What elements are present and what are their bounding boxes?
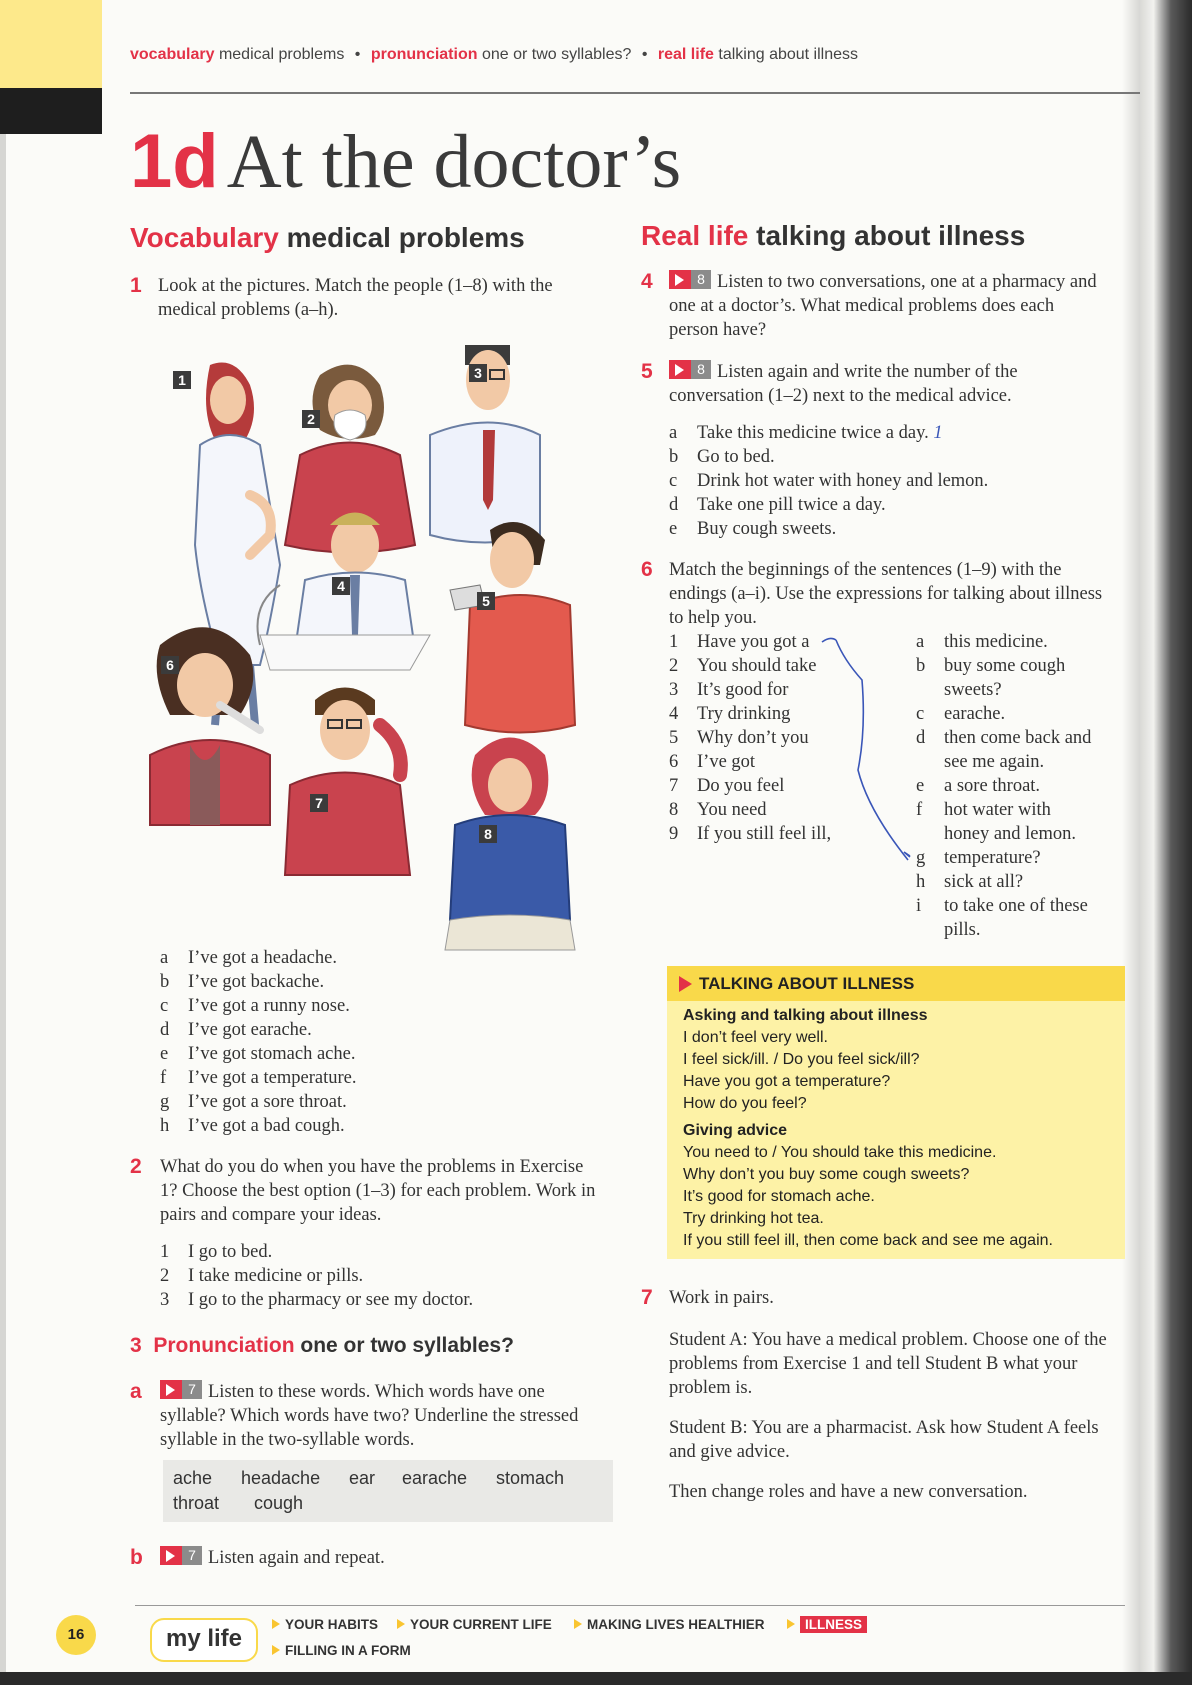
picture-label: 6 [161, 656, 179, 674]
item-letter: a [669, 423, 678, 443]
my-life-link[interactable] [397, 1617, 552, 1632]
list-item [669, 726, 831, 750]
item-text: Go to bed. [697, 447, 775, 467]
exercise-number: 7 [641, 1286, 653, 1309]
item-text: sweets? [944, 680, 1002, 700]
exercise-number: 3 [130, 1334, 142, 1357]
item-text: I’ve got earache. [188, 1020, 312, 1040]
item-text: Take this medicine twice a day. [697, 423, 929, 443]
list-item [669, 469, 988, 493]
item-letter: d [160, 1020, 170, 1040]
item-number: 7 [669, 776, 679, 796]
header-key-vocabulary: vocabulary [130, 46, 215, 63]
item-letter: c [669, 471, 678, 491]
item-number: 5 [669, 728, 679, 748]
exercise-number: 6 [641, 558, 653, 581]
heading-key: Pronunciation [153, 1334, 295, 1357]
list-item [916, 630, 1091, 654]
pronunciation-b-instruction [160, 1546, 600, 1570]
figure-bad-cough [450, 522, 575, 733]
list-item [669, 774, 831, 798]
sentence-beginnings [669, 630, 831, 846]
page-number: 16 [56, 1615, 96, 1655]
item-text: to take one of these [944, 896, 1088, 916]
item-text: I’ve got backache. [188, 972, 325, 992]
exercise-7-intro: Work in pairs. [669, 1288, 774, 1308]
item-text: If you still feel ill, [697, 824, 832, 844]
list-item [916, 726, 1091, 750]
item-text: then come back and [944, 728, 1092, 748]
my-life-link[interactable] [574, 1617, 765, 1632]
header-text-real-life: talking about illness [718, 46, 859, 63]
box-line: I don’t feel very well. [683, 1029, 828, 1046]
item-text: temperature? [944, 848, 1041, 868]
advice-list [669, 421, 988, 541]
picture-label: 2 [302, 410, 320, 428]
picture-label: 5 [477, 592, 495, 610]
exercise-6-instruction: Match the beginnings of the sentences (1–9) with the endings (a–i). Use the expressions for talking about illness to help you. [669, 560, 1103, 628]
item-text: I’ve got a bad cough. [188, 1116, 345, 1136]
list-item [916, 798, 1091, 822]
student-b-text: Student B: You are a pharmacist. Ask how Student A feels and give advice. [669, 1418, 1099, 1462]
my-life-link-active[interactable] [787, 1617, 867, 1632]
box-line: If you still feel ill, then come back and see me again. [683, 1232, 1053, 1249]
list-item-continued [916, 750, 1091, 774]
list-item [916, 774, 1091, 798]
item-text: It’s good for [697, 680, 789, 700]
item-number: 9 [669, 824, 679, 844]
heading-text: one or two syllables? [300, 1334, 514, 1357]
play-triangle-icon [679, 976, 692, 992]
lesson-title: At the doctor’s [226, 120, 682, 204]
left-page-edge [0, 134, 6, 1685]
instruction-text: Listen again and write the number of the conversation (1–2) next to the medical advice. [669, 362, 1018, 406]
page-title [130, 118, 681, 206]
list-item [916, 894, 1091, 918]
item-text: You need [697, 800, 767, 820]
item-letter: g [916, 848, 926, 868]
box-line: I feel sick/ill. / Do you feel sick/ill? [683, 1051, 920, 1068]
part-label: b [130, 1546, 143, 1569]
picture-label: 3 [469, 364, 487, 382]
item-text: honey and lemon. [944, 824, 1077, 844]
list-item [160, 946, 356, 970]
student-a-text: Student A: You have a medical problem. Choose one of the problems from Exercise 1 and tell Student B what your problem is. [669, 1330, 1107, 1398]
item-letter: i [916, 896, 922, 916]
item-text: hot water with [944, 800, 1051, 820]
box-line: Why don’t you buy some cough sweets? [683, 1166, 970, 1183]
item-text: Try drinking [697, 704, 791, 724]
item-letter: b [160, 972, 170, 992]
item-text: this medicine. [944, 632, 1048, 652]
list-item [669, 822, 831, 846]
exercise-4-instruction [669, 270, 1099, 342]
word: cough [254, 1493, 304, 1513]
list-item [669, 798, 831, 822]
box-line: How do you feel? [683, 1095, 807, 1112]
lesson-number: 1d [130, 119, 219, 204]
item-number: 6 [669, 752, 679, 772]
audio-track-icon[interactable] [160, 1546, 202, 1565]
pronunciation-a-instruction [160, 1380, 600, 1452]
list-item [669, 630, 831, 654]
box-line: You need to / You should take this medicine. [683, 1144, 997, 1161]
item-letter: g [160, 1092, 170, 1112]
item-letter: h [160, 1116, 170, 1136]
track-number: 8 [691, 270, 711, 289]
footer-rule [135, 1605, 1125, 1606]
item-text: I take medicine or pills. [188, 1266, 364, 1286]
word: ache [173, 1468, 213, 1488]
pronunciation-heading [130, 1334, 514, 1358]
box-header [667, 966, 1125, 1001]
item-number: 3 [160, 1290, 170, 1310]
item-text: earache. [944, 704, 1006, 724]
audio-track-icon[interactable] [160, 1380, 202, 1399]
header-text-vocabulary: medical problems [218, 46, 345, 63]
item-text: sick at all? [944, 872, 1024, 892]
item-text: I’ve got stomach ache. [188, 1044, 356, 1064]
list-item [160, 970, 356, 994]
list-item [160, 1240, 473, 1264]
item-number: 1 [669, 632, 679, 652]
list-item [916, 702, 1091, 726]
heading-text: medical problems [286, 222, 525, 253]
word: ear [349, 1468, 376, 1488]
handwritten-matching-line [820, 633, 920, 873]
header-rule [130, 92, 1140, 94]
list-item-continued [916, 822, 1091, 846]
word: headache [241, 1468, 321, 1488]
unit-header-bar [130, 46, 858, 64]
box-line: Try drinking hot tea. [683, 1210, 824, 1227]
box-title: TALKING ABOUT ILLNESS [699, 974, 915, 993]
picture-label: 8 [479, 825, 497, 843]
item-number: 3 [669, 680, 679, 700]
exercise-number: 4 [641, 270, 653, 293]
list-item [669, 678, 831, 702]
picture-label: 7 [310, 794, 328, 812]
item-text: Why don’t you [697, 728, 809, 748]
item-letter: e [160, 1044, 169, 1064]
item-number: 2 [669, 656, 679, 676]
my-life-link[interactable] [272, 1643, 411, 1658]
header-text-pronunciation: one or two syllables? [481, 46, 632, 63]
corner-tab-yellow [0, 0, 102, 92]
link-label: FILLING IN A FORM [285, 1643, 411, 1658]
figure-earache [285, 688, 410, 876]
box-subheading: Asking and talking about illness [683, 1007, 928, 1024]
list-item [669, 750, 831, 774]
list-item [669, 517, 988, 541]
list-item [669, 445, 988, 469]
my-life-link[interactable] [272, 1617, 378, 1632]
track-number: 8 [691, 360, 711, 379]
figure-stomach-ache [445, 738, 575, 951]
vocabulary-heading [130, 222, 525, 254]
item-letter: d [916, 728, 926, 748]
corner-tab-black [0, 88, 102, 134]
item-number: 4 [669, 704, 679, 724]
handwritten-answer: 1 [933, 423, 943, 443]
item-letter: a [160, 948, 169, 968]
link-label: YOUR CURRENT LIFE [410, 1617, 552, 1632]
item-text: Buy cough sweets. [697, 519, 837, 539]
heading-key: Real life [641, 220, 749, 251]
problems-list [160, 946, 356, 1138]
item-letter: f [160, 1068, 167, 1088]
link-label: YOUR HABITS [285, 1617, 379, 1632]
list-item [669, 421, 988, 445]
instruction-text: Listen to these words. Which words have one syllable? Which words have two? Underline the stressed syllable in the two-syllable words. [160, 1382, 579, 1450]
item-text: You should take [697, 656, 817, 676]
item-text: I go to bed. [188, 1242, 273, 1262]
list-item [160, 1042, 356, 1066]
list-item [916, 870, 1091, 894]
options-list [160, 1240, 473, 1312]
item-letter: c [160, 996, 169, 1016]
item-number: 2 [160, 1266, 170, 1286]
exercise-number: 2 [130, 1155, 142, 1178]
instruction-text: Listen to two conversations, one at a pharmacy and one at a doctor’s. What medical problems does each person have? [669, 272, 1097, 340]
header-key-real-life: real life [657, 46, 714, 63]
word: throat [173, 1493, 220, 1513]
exercise-5-instruction [669, 360, 1099, 408]
exercise-2-instruction: What do you do when you have the problems in Exercise 1? Choose the best option (1–3) for each problem. Work in pairs and compare your ideas. [160, 1157, 596, 1225]
word: earache [402, 1468, 468, 1488]
link-label: ILLNESS [800, 1616, 867, 1633]
item-text: a sore throat. [944, 776, 1041, 796]
item-text: I’ve got [697, 752, 756, 772]
sentence-endings [916, 630, 1091, 942]
list-item [669, 654, 831, 678]
bottom-page-edge [0, 1672, 1192, 1685]
item-letter: d [669, 495, 679, 515]
exercise-number: 1 [130, 274, 142, 297]
word: stomach [496, 1468, 565, 1488]
item-number: 8 [669, 800, 679, 820]
instruction-text: Listen again and repeat. [208, 1548, 385, 1568]
my-life-badge: my life [150, 1618, 258, 1662]
list-item [160, 1090, 356, 1114]
picture-label: 1 [173, 371, 191, 389]
part-label: a [130, 1380, 142, 1403]
list-item [669, 493, 988, 517]
item-letter: e [916, 776, 925, 796]
item-letter: a [916, 632, 925, 652]
list-item [160, 1264, 473, 1288]
header-key-pronunciation: pronunciation [370, 46, 478, 63]
box-subheading: Giving advice [683, 1122, 788, 1139]
item-letter: e [669, 519, 678, 539]
exercise-7-outro: Then change roles and have a new conversation. [669, 1482, 1028, 1502]
heading-key: Vocabulary [130, 222, 279, 253]
item-text: Have you got a [697, 632, 810, 652]
talking-about-illness-box [667, 966, 1125, 1259]
list-item [160, 1288, 473, 1312]
word-box [163, 1460, 613, 1522]
item-letter: b [669, 447, 679, 467]
item-text: pills. [944, 920, 981, 940]
item-text: I’ve got a temperature. [188, 1068, 357, 1088]
exercise-number: 5 [641, 360, 653, 383]
item-number: 1 [160, 1242, 170, 1262]
track-number: 7 [182, 1546, 202, 1565]
item-letter: c [916, 704, 925, 724]
list-item [916, 846, 1091, 870]
item-text: Take one pill twice a day. [697, 495, 886, 515]
item-letter: b [916, 656, 926, 676]
box-line: Have you got a temperature? [683, 1073, 891, 1090]
list-item [160, 994, 356, 1018]
book-gutter [1122, 0, 1192, 1685]
item-text: I’ve got a runny nose. [188, 996, 350, 1016]
header-separator: • [641, 46, 648, 63]
track-number: 7 [182, 1380, 202, 1399]
list-item [916, 654, 1091, 678]
list-item-continued [916, 678, 1091, 702]
item-letter: h [916, 872, 926, 892]
item-text: I go to the pharmacy or see my doctor. [188, 1290, 474, 1310]
list-item-continued [916, 918, 1091, 942]
item-text: Do you feel [697, 776, 785, 796]
picture-label: 4 [332, 577, 350, 595]
exercise-1-instruction: Look at the pictures. Match the people (1–8) with the medical problems (a–h). [158, 276, 553, 320]
list-item [160, 1066, 356, 1090]
list-item [160, 1114, 356, 1138]
item-text: buy some cough [944, 656, 1066, 676]
header-separator: • [354, 46, 361, 63]
list-item [160, 1018, 356, 1042]
item-letter: f [916, 800, 923, 820]
item-text: Drink hot water with honey and lemon. [697, 471, 989, 491]
real-life-heading [641, 220, 1025, 252]
medical-problems-illustration [140, 345, 610, 985]
heading-text: talking about illness [756, 220, 1026, 251]
item-text: I’ve got a sore throat. [188, 1092, 347, 1112]
item-text: see me again. [944, 752, 1045, 772]
box-line: It’s good for stomach ache. [683, 1188, 875, 1205]
link-label: MAKING LIVES HEALTHIER [587, 1617, 765, 1632]
audio-track-icon[interactable] [669, 270, 711, 289]
audio-track-icon[interactable] [669, 360, 711, 379]
item-text: I’ve got a headache. [188, 948, 337, 968]
list-item [669, 702, 831, 726]
